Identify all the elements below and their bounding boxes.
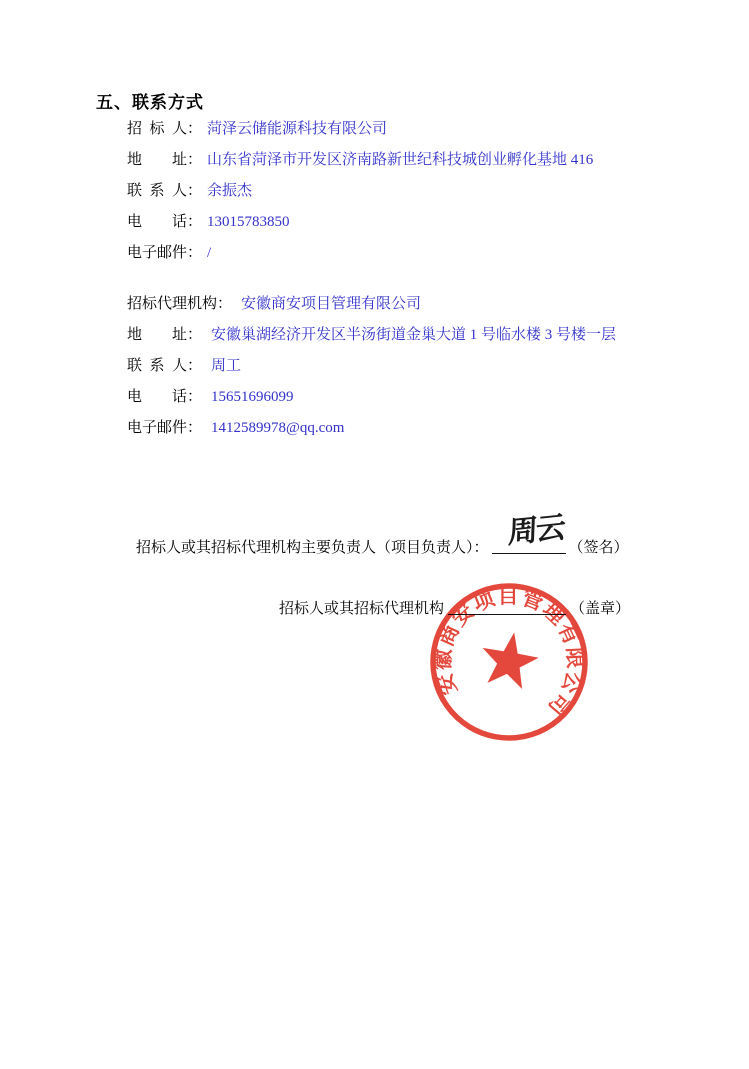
agency-name-row bbox=[127, 289, 616, 320]
colon: ： bbox=[187, 121, 203, 137]
seal-company-text: 安徽商安项目管理有限公司 bbox=[430, 583, 588, 722]
tenderer-email-value: / bbox=[207, 245, 212, 261]
signature-suffix: （签名） bbox=[568, 540, 629, 556]
agency-phone-value: 15651696099 bbox=[211, 389, 294, 405]
tenderer-phone-value: 13015783850 bbox=[207, 214, 290, 230]
colon: ： bbox=[187, 214, 203, 230]
colon: ： bbox=[187, 245, 203, 261]
colon: ： bbox=[187, 152, 203, 168]
agency-contact-person-row bbox=[127, 351, 616, 382]
colon: ： bbox=[187, 327, 203, 343]
field-label: 电话 bbox=[127, 389, 187, 405]
tenderer-email-row bbox=[127, 238, 593, 269]
field-label: 电子邮件 bbox=[127, 420, 188, 436]
colon: ： bbox=[187, 389, 203, 405]
tenderer-phone-row bbox=[127, 207, 593, 238]
agency-contact-person-value: 周工 bbox=[211, 358, 242, 374]
company-seal-stamp bbox=[424, 577, 594, 747]
field-label: 联系人 bbox=[127, 358, 187, 374]
field-label: 联系人 bbox=[127, 183, 187, 199]
tenderer-name-row bbox=[127, 114, 593, 145]
handwritten-signature: 周云 bbox=[507, 510, 565, 551]
tenderer-contact-block bbox=[127, 114, 593, 269]
colon: ： bbox=[187, 420, 203, 436]
signature-line-label: 招标人或其招标代理机构主要负责人（项目负责人）： bbox=[136, 540, 489, 556]
tenderer-address-value: 山东省菏泽市开发区济南路新世纪科技城创业孵化基地 416 bbox=[207, 152, 594, 168]
seal-suffix: （盖章） bbox=[570, 601, 631, 617]
field-label: 电话 bbox=[127, 214, 187, 230]
field-label: 招标代理机构 bbox=[127, 296, 218, 312]
agency-address-value: 安徽巢湖经济开发区半汤街道金巢大道 1 号临水楼 3 号楼一层 bbox=[211, 327, 617, 343]
tenderer-address-row bbox=[127, 145, 593, 176]
field-label: 招标人 bbox=[127, 121, 187, 137]
colon: ： bbox=[187, 358, 203, 374]
agency-phone-row bbox=[127, 382, 616, 413]
tenderer-name-value: 菏泽云储能源科技有限公司 bbox=[207, 121, 388, 137]
agency-address-row bbox=[127, 320, 616, 351]
field-label: 地址 bbox=[127, 327, 187, 343]
field-label: 地址 bbox=[127, 152, 187, 168]
agency-email-value: 1412589978@qq.com bbox=[211, 420, 345, 436]
field-label: 电子邮件 bbox=[127, 245, 188, 261]
agency-contact-block bbox=[127, 289, 616, 444]
tenderer-contact-person-row bbox=[127, 176, 593, 207]
colon: ： bbox=[217, 296, 233, 312]
colon: ： bbox=[187, 183, 203, 199]
section-heading: 五、联系方式 bbox=[96, 93, 204, 112]
agency-email-row bbox=[127, 413, 616, 444]
tenderer-contact-person-value: 余振杰 bbox=[207, 183, 253, 199]
seal-line-label: 招标人或其招标代理机构 bbox=[279, 601, 445, 617]
seal-star-icon bbox=[477, 628, 543, 691]
agency-name-value: 安徽商安项目管理有限公司 bbox=[241, 296, 422, 312]
